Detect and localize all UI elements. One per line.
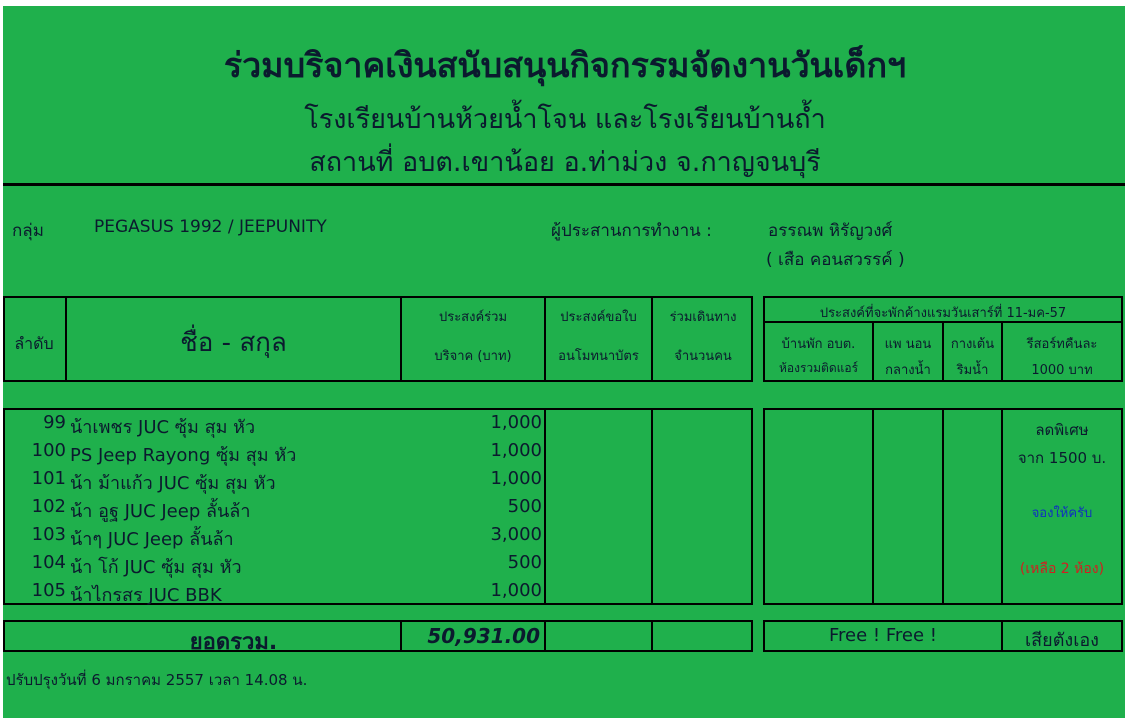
col-header-no: ลำดับ xyxy=(14,334,54,353)
data-divider-amount xyxy=(544,408,546,605)
row-no: 103 xyxy=(31,524,66,545)
col-header-travel-2: จำนวนคน xyxy=(674,349,732,364)
row-no: 102 xyxy=(31,496,66,517)
data-divider-cert xyxy=(651,408,653,605)
page-subtitle-schools: โรงเรียนบ้านห้วยน้ำโจน และโรงเรียนบ้านถ้ำ xyxy=(304,104,826,135)
resort-note-from-price: จาก 1500 บ. xyxy=(1017,449,1107,467)
col-header-donate-1: ประสงค์ร่วม xyxy=(438,310,508,325)
total-label: ยอดรวม. xyxy=(189,630,278,655)
row-amount: 1,000 xyxy=(490,468,542,489)
col-header-donate-2: บริจาค (บาท) xyxy=(434,349,512,364)
row-no: 99 xyxy=(43,412,66,433)
free-text: Free ! Free ! xyxy=(829,625,937,646)
col-header-cert-1: ประสงค์ขอใบ xyxy=(560,310,637,325)
stay-col-2a: แพ นอน xyxy=(884,337,932,352)
data-divider-stay-2 xyxy=(942,408,944,605)
row-no: 104 xyxy=(31,552,66,573)
row-name: น้าไกรสร JUC BBK xyxy=(70,585,222,606)
stay-col-2b: กลางน้ำ xyxy=(885,363,931,378)
stay-col-3b: ริมน้ำ xyxy=(956,363,989,378)
resort-note-booked: จองให้ครับ xyxy=(1031,506,1093,521)
stay-col-4b: 1000 บาท xyxy=(1031,363,1093,378)
stay-col-4a: รีสอร์ทคืนละ xyxy=(1026,337,1098,352)
coordinator-name: อรรณพ หิรัญวงศ์ xyxy=(768,221,893,241)
page-subtitle-location: สถานที่ อบต.เขาน้อย อ.ท่าม่วง จ.กาญจนบุรี xyxy=(309,147,821,178)
resort-note-discount: ลดพิเศษ xyxy=(1035,421,1089,439)
row-name: PS Jeep Rayong ซุ้ม สุม หัว xyxy=(70,445,297,466)
stay-col-1a: บ้านพัก อบต. xyxy=(781,337,856,352)
group-value: PEGASUS 1992 / JEEPUNITY xyxy=(94,217,327,237)
page-title: ร่วมบริจาคเงินสนับสนุนกิจกรรมจัดงานวันเด็กฯ xyxy=(223,46,907,86)
row-amount: 1,000 xyxy=(490,412,542,433)
total-value: 50,931.00 xyxy=(427,624,540,648)
row-name: น้า ม้าแก้ว JUC ซุ้ม สุม หัว xyxy=(70,473,276,494)
stay-col-1b: ห้องรวมติดแอร์ xyxy=(778,361,859,375)
data-divider-stay-1 xyxy=(872,408,874,605)
row-name: น้า อูฐ JUC Jeep ลั้นล้า xyxy=(70,501,251,522)
row-amount: 500 xyxy=(507,552,542,573)
total-divider-2 xyxy=(544,620,546,652)
row-name: น้าเพชร JUC ซุ้ม สุม หัว xyxy=(70,417,256,438)
row-no: 105 xyxy=(31,580,66,601)
row-amount: 1,000 xyxy=(490,440,542,461)
coordinator-label: ผู้ประสานการทำงาน : xyxy=(551,221,712,241)
resort-note-remaining: (เหลือ 2 ห้อง) xyxy=(1019,561,1105,577)
col-header-cert-2: อนโมทนาบัตร xyxy=(558,349,639,364)
coordinator-alias: ( เสือ คอนสวรรค์ ) xyxy=(766,250,905,270)
row-no: 100 xyxy=(31,440,66,461)
col-header-travel-1: ร่วมเดินทาง xyxy=(669,310,737,325)
footer-updated: ปรับปรุงวันที่ 6 มกราคม 2557 เวลา 14.08 น. xyxy=(6,671,308,689)
row-name: น้า โก้ JUC ซุ้ม สุม หัว xyxy=(70,557,242,578)
stay-title: ประสงค์ที่จะพักค้างแรมวันเสาร์ที่ 11-มค-57 xyxy=(819,306,1067,321)
row-no: 101 xyxy=(31,468,66,489)
header-divider xyxy=(3,183,1125,186)
row-name: น้าๆ JUC Jeep ลั้นล้า xyxy=(70,529,234,550)
total-divider-3 xyxy=(651,620,653,652)
group-label: กลุ่ม xyxy=(12,221,44,241)
stay-col-3a: กางเต้น xyxy=(950,337,995,352)
row-amount: 3,000 xyxy=(490,524,542,545)
self-pay-text: เสียตังเอง xyxy=(1025,630,1099,651)
row-amount: 500 xyxy=(507,496,542,517)
row-amount: 1,000 xyxy=(490,580,542,601)
col-header-name: ชื่อ - สกุล xyxy=(180,328,287,358)
